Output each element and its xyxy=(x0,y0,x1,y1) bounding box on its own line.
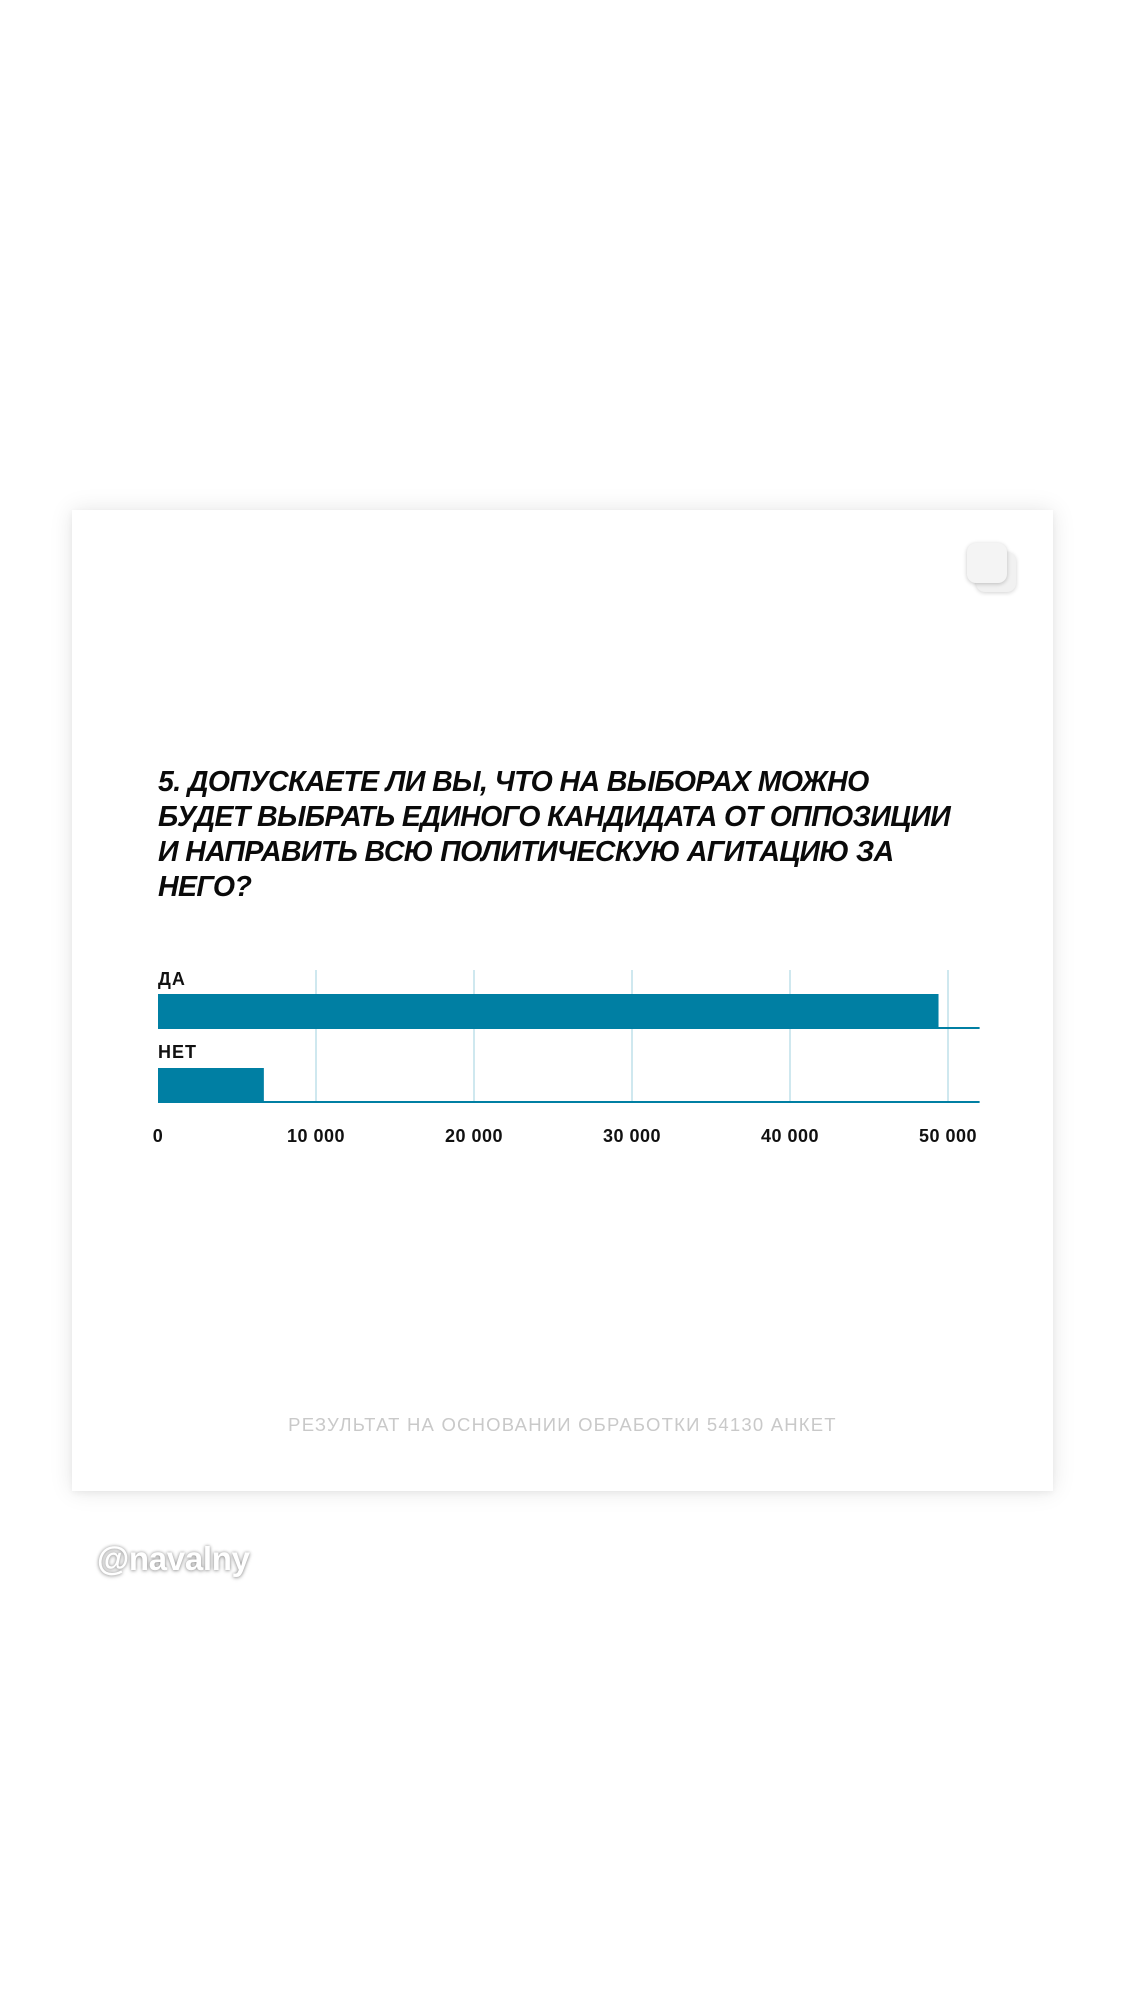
category-label-0: ДА xyxy=(158,969,186,989)
x-tick-label-0: 0 xyxy=(152,1126,164,1146)
survey-question: 5. ДОПУСКАЕТЕ ЛИ ВЫ, ЧТО НА ВЫБОРАХ МОЖНО БУДЕТ ВЫБРАТЬ ЕДИНОГО КАНДИДАТА ОТ ОППОЗИЦИИ И НАПРАВИТЬ ВСЮ ПОЛИТИЧЕСКУЮ АГИТАЦИЮ ЗА НЕГО? xyxy=(158,766,951,903)
x-tick-label-1: 10 000 xyxy=(286,1126,346,1146)
x-tick-label-3: 30 000 xyxy=(602,1126,662,1146)
x-tick-label-5: 50 000 xyxy=(918,1126,978,1146)
post-card xyxy=(72,510,1053,1491)
survey-footnote: РЕЗУЛЬТАТ НА ОСНОВАНИИ ОБРАБОТКИ 54130 АНКЕТ xyxy=(288,1414,837,1435)
bar-0 xyxy=(158,994,939,1028)
x-tick-label-4: 40 000 xyxy=(760,1126,820,1146)
category-label-1: НЕТ xyxy=(158,1042,197,1062)
bar-1 xyxy=(158,1068,264,1102)
author-handle[interactable]: @navalny xyxy=(97,1540,250,1577)
x-tick-label-2: 20 000 xyxy=(444,1126,504,1146)
bar-chart xyxy=(72,510,1053,1491)
